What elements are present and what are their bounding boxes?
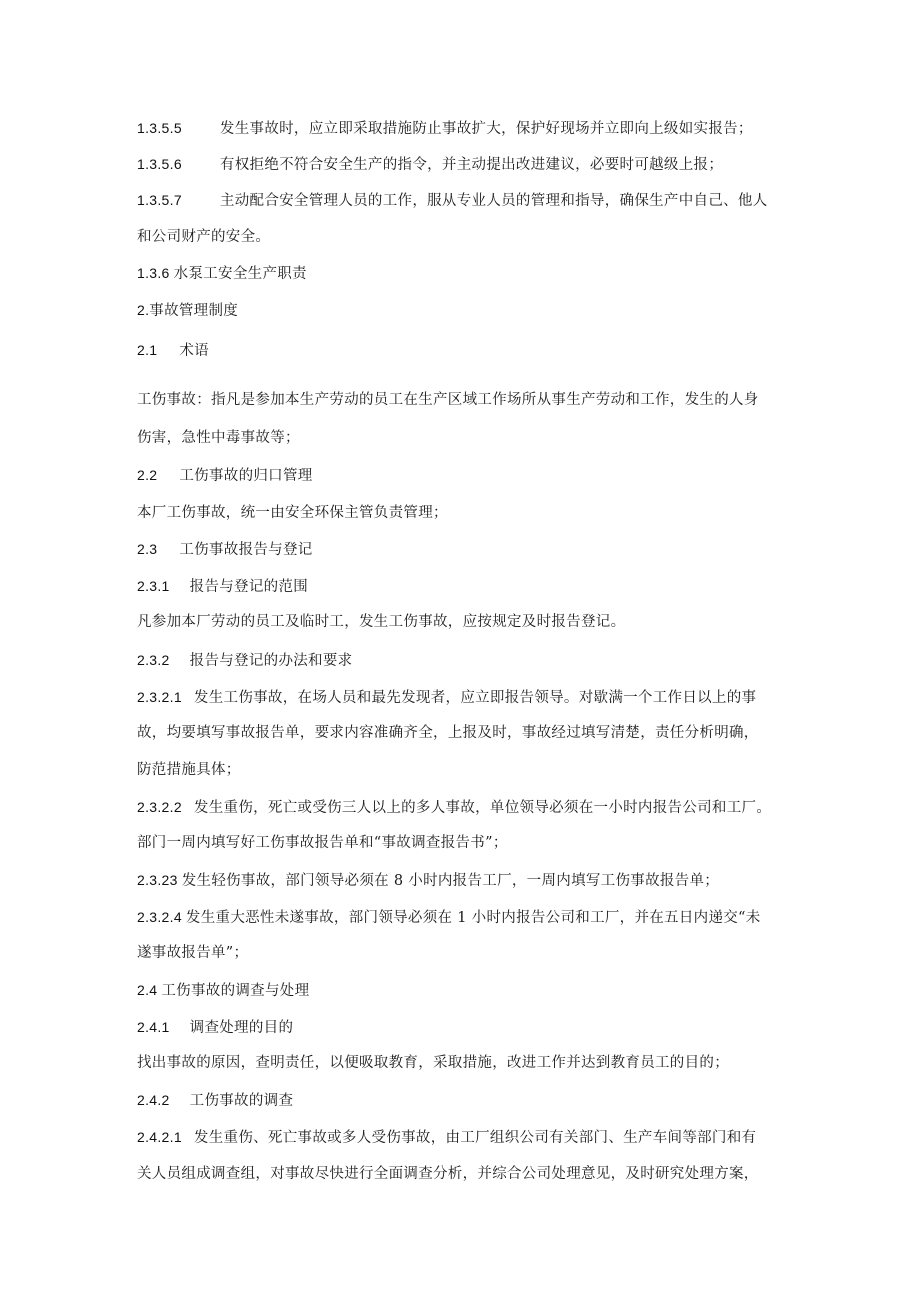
clause-text: 防范措施具体； [137,762,241,778]
clause-number: 1.3.6 [137,265,170,281]
heading-text: 工伤事故的归口管理 [179,468,313,484]
heading-text: 报告与登记的办法和要求 [189,653,353,669]
clause-number: 2.4.2.1 [137,1129,182,1145]
heading-text: 术语 [179,343,209,359]
clause-text: 发生事故时，应立即采取措施防止事故扩大，保护好现场并立即向上级如实报告； [219,121,753,137]
clause-text: 遂事故报告单”； [137,945,249,961]
clause-text: 部门一周内填写好工伤事故报告单和“事故调查报告书”； [137,835,508,851]
heading-2-4-2 [137,1090,802,1111]
heading-2 [137,300,802,321]
heading-text: 水泵工安全生产职责 [173,266,307,282]
heading-2-4-1 [137,1017,802,1038]
paragraph-text: 本厂工伤事故，统一由安全环保主管负责管理； [137,505,448,521]
clause-2-3-2-2-continued [137,833,802,853]
clause-number: 2.2 [137,467,158,483]
clause-text: 有权拒绝不符合安全生产的指令，并主动提出改进建议，必要时可越级上报； [219,157,724,173]
clause-1-3-5-7-continued [137,227,802,247]
clause-number: 2.4.2 [137,1092,170,1108]
clause-2-3-2-4-continued [137,943,802,963]
definition-paragraph [137,390,802,410]
heading-2-1 [137,340,802,361]
clause-text: 关人员组成调查组，对事故尽快进行全面调查分析，并综合公司处理意见，及时研究处理方案， [137,1166,759,1182]
clause-number: 2.3 [137,541,158,557]
heading-text: 事故管理制度 [149,303,239,319]
clause-number: 2. [137,302,150,318]
clause-text: 发生轻伤事故，部门领导必须在 8 小时内报告工厂，一周内填写工伤事故报告单； [181,873,720,889]
clause-text: 故，均要填写事故报告单，要求内容准确齐全，上报及时，事故经过填写清楚，责任分析明确， [137,725,759,741]
clause-text: 和公司财产的安全。 [137,229,271,245]
clause-number: 1.3.5.7 [137,192,182,208]
paragraph-text: 工伤事故：指凡是参加本生产劳动的员工在生产区域工作场所从事生产劳动和工作，发生的人身 [137,392,759,408]
clause-number: 2.4 [137,982,158,998]
clause-2-3-23 [137,870,802,891]
heading-text: 工伤事故的调查与处理 [161,983,310,999]
heading-2-2 [137,465,802,486]
clause-2-3-2-1-continued-2 [137,760,802,780]
clause-1-3-5-7 [137,190,802,211]
clause-text: 发生重大恶性未遂事故，部门领导必须在 1 小时内报告公司和工厂，并在五日内递交“未 [185,910,761,926]
paragraph-2-4-1 [137,1053,802,1073]
clause-number: 2.3.1 [137,578,170,594]
clause-1-3-5-6 [137,154,802,175]
heading-1-3-6 [137,263,802,284]
heading-2-3-2 [137,650,802,671]
clause-2-3-2-1-continued [137,723,802,743]
heading-2-4 [137,980,802,1001]
clause-text: 发生重伤、死亡事故或多人受伤事故，由工厂组织公司有关部门、生产车间等部门和有 [193,1130,757,1146]
paragraph-text: 伤害，急性中毒事故等； [137,430,300,446]
clause-2-4-2-1-continued [137,1164,802,1184]
clause-1-3-5-5 [137,118,802,139]
heading-2-3 [137,539,802,560]
clause-text: 发生重伤，死亡或受伤三人以上的多人事故，单位领导必须在一小时内报告公司和工厂。 [193,800,772,816]
clause-number: 2.4.1 [137,1019,170,1035]
clause-number: 2.3.2 [137,652,170,668]
clause-text: 发生工伤事故，在场人员和最先发现者，应立即报告领导。对歇满一个工作日以上的事 [193,690,757,706]
clause-number: 2.3.2.4 [137,909,182,925]
clause-number: 2.1 [137,342,158,358]
heading-text: 调查处理的目的 [189,1020,294,1036]
heading-text: 工伤事故的调查 [189,1093,294,1109]
clause-2-3-2-1 [137,687,802,708]
paragraph-text: 找出事故的原因，查明责任，以便吸取教育，采取措施，改进工作并达到教育员工的目的； [137,1055,729,1071]
heading-text: 工伤事故报告与登记 [179,542,313,558]
paragraph-text: 凡参加本厂劳动的员工及临时工，发生工伤事故，应按规定及时报告登记。 [137,614,626,630]
definition-paragraph-continued [137,428,802,448]
clause-2-4-2-1 [137,1127,802,1148]
paragraph-2-3-1 [137,612,802,632]
clause-2-3-2-2 [137,797,802,818]
clause-number: 1.3.5.6 [137,156,182,172]
heading-text: 报告与登记的范围 [189,579,309,595]
heading-2-3-1 [137,576,802,597]
clause-text: 主动配合安全管理人员的工作，服从专业人员的管理和指导，确保生产中自己、他人 [219,193,768,209]
clause-2-3-2-4 [137,907,802,928]
clause-number: 2.3.23 [137,872,178,888]
clause-number: 1.3.5.5 [137,120,182,136]
clause-number: 2.3.2.1 [137,689,182,705]
paragraph-2-2 [137,503,802,523]
clause-number: 2.3.2.2 [137,799,182,815]
